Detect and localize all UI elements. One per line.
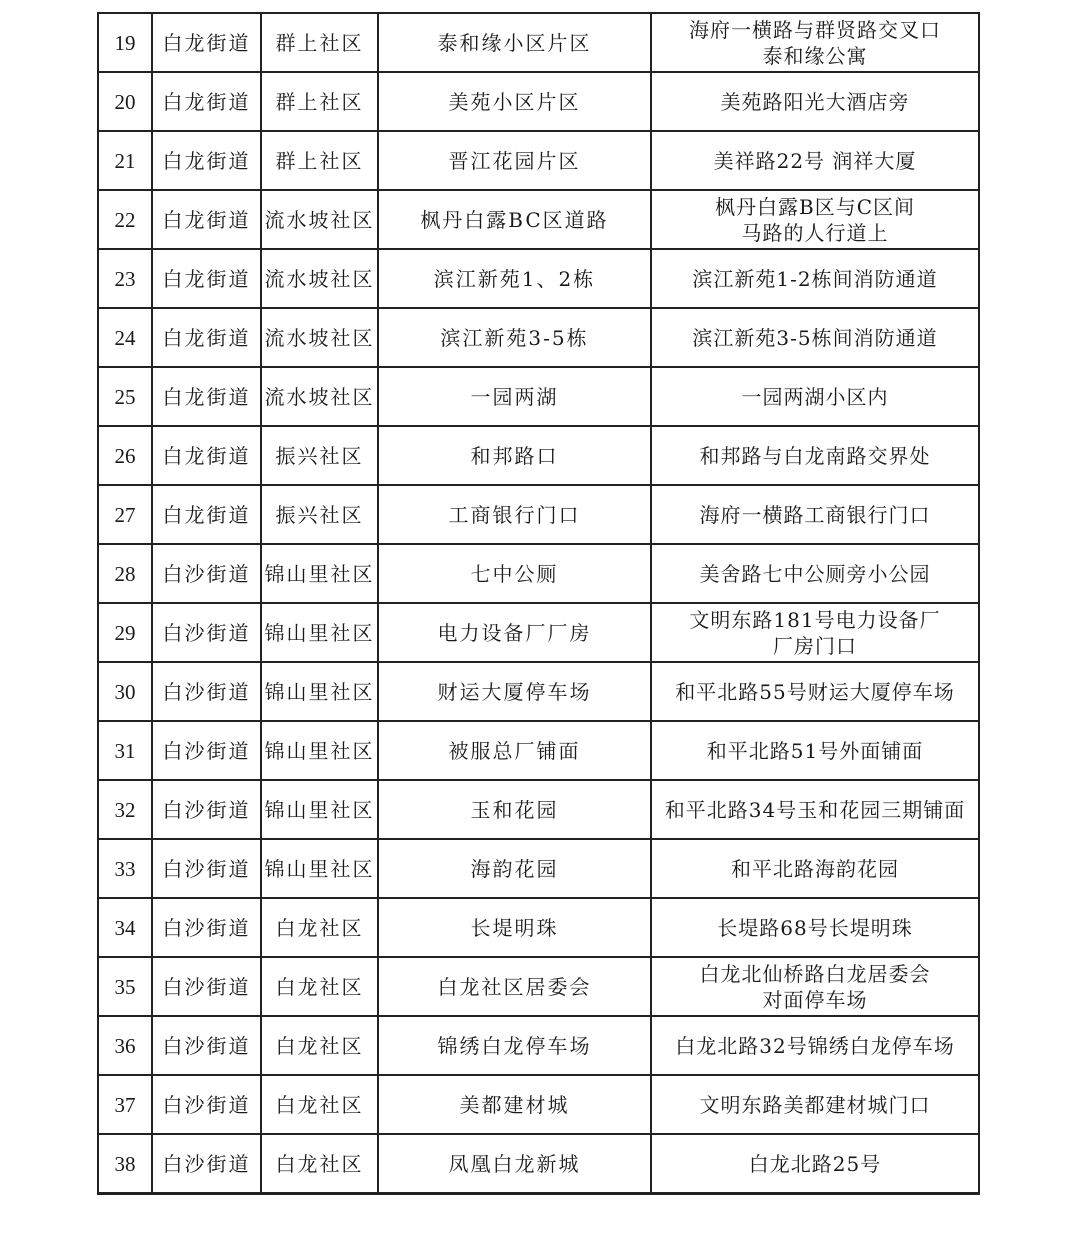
table-row bbox=[98, 13, 979, 72]
table-row bbox=[98, 1016, 979, 1075]
row-number: 27 bbox=[98, 485, 152, 544]
site-cell: 财运大厦停车场 bbox=[378, 662, 651, 721]
row-number: 20 bbox=[98, 72, 152, 131]
community-cell: 白龙社区 bbox=[261, 1075, 378, 1134]
address-cell: 枫丹白露B区与C区间 马路的人行道上 bbox=[651, 190, 979, 249]
address-cell: 文明东路美都建材城门口 bbox=[651, 1075, 979, 1134]
row-number: 21 bbox=[98, 131, 152, 190]
address-cell: 文明东路181号电力设备厂 厂房门口 bbox=[651, 603, 979, 662]
table-row bbox=[98, 957, 979, 1016]
community-cell: 白龙社区 bbox=[261, 1016, 378, 1075]
street-cell: 白龙街道 bbox=[152, 72, 261, 131]
table-row bbox=[98, 780, 979, 839]
row-number: 31 bbox=[98, 721, 152, 780]
table-row bbox=[98, 1075, 979, 1134]
street-cell: 白沙街道 bbox=[152, 839, 261, 898]
community-cell: 振兴社区 bbox=[261, 426, 378, 485]
community-cell: 锦山里社区 bbox=[261, 544, 378, 603]
site-cell: 白龙社区居委会 bbox=[378, 957, 651, 1016]
site-cell: 滨江新苑1、2栋 bbox=[378, 249, 651, 308]
table-row bbox=[98, 308, 979, 367]
address-cell: 长堤路68号长堤明珠 bbox=[651, 898, 979, 957]
street-cell: 白龙街道 bbox=[152, 13, 261, 72]
row-number: 30 bbox=[98, 662, 152, 721]
address-cell: 美苑路阳光大酒店旁 bbox=[651, 72, 979, 131]
community-cell: 锦山里社区 bbox=[261, 780, 378, 839]
community-cell: 锦山里社区 bbox=[261, 603, 378, 662]
site-cell: 海韵花园 bbox=[378, 839, 651, 898]
table-row bbox=[98, 839, 979, 898]
site-cell: 滨江新苑3-5栋 bbox=[378, 308, 651, 367]
row-number: 28 bbox=[98, 544, 152, 603]
site-list-table bbox=[97, 12, 980, 1195]
address-cell: 和平北路55号财运大厦停车场 bbox=[651, 662, 979, 721]
community-cell: 流水坡社区 bbox=[261, 308, 378, 367]
street-cell: 白龙街道 bbox=[152, 308, 261, 367]
table-row bbox=[98, 426, 979, 485]
community-cell: 白龙社区 bbox=[261, 1134, 378, 1194]
site-cell: 被服总厂铺面 bbox=[378, 721, 651, 780]
site-cell: 泰和缘小区片区 bbox=[378, 13, 651, 72]
street-cell: 白沙街道 bbox=[152, 898, 261, 957]
street-cell: 白沙街道 bbox=[152, 544, 261, 603]
street-cell: 白龙街道 bbox=[152, 131, 261, 190]
site-cell: 长堤明珠 bbox=[378, 898, 651, 957]
row-number: 35 bbox=[98, 957, 152, 1016]
street-cell: 白沙街道 bbox=[152, 957, 261, 1016]
table-row bbox=[98, 1134, 979, 1194]
site-cell: 一园两湖 bbox=[378, 367, 651, 426]
row-number: 24 bbox=[98, 308, 152, 367]
community-cell: 锦山里社区 bbox=[261, 839, 378, 898]
address-cell: 白龙北路25号 bbox=[651, 1134, 979, 1194]
street-cell: 白沙街道 bbox=[152, 1075, 261, 1134]
site-cell: 美苑小区片区 bbox=[378, 72, 651, 131]
community-cell: 群上社区 bbox=[261, 131, 378, 190]
table-row bbox=[98, 603, 979, 662]
table-row bbox=[98, 898, 979, 957]
address-cell: 和邦路与白龙南路交界处 bbox=[651, 426, 979, 485]
table-row bbox=[98, 721, 979, 780]
row-number: 29 bbox=[98, 603, 152, 662]
address-cell: 一园两湖小区内 bbox=[651, 367, 979, 426]
address-cell: 和平北路34号玉和花园三期铺面 bbox=[651, 780, 979, 839]
street-cell: 白沙街道 bbox=[152, 603, 261, 662]
address-cell: 美祥路22号 润祥大厦 bbox=[651, 131, 979, 190]
address-cell: 美舍路七中公厕旁小公园 bbox=[651, 544, 979, 603]
address-cell: 滨江新苑1-2栋间消防通道 bbox=[651, 249, 979, 308]
row-number: 19 bbox=[98, 13, 152, 72]
address-cell: 白龙北路32号锦绣白龙停车场 bbox=[651, 1016, 979, 1075]
row-number: 34 bbox=[98, 898, 152, 957]
street-cell: 白龙街道 bbox=[152, 426, 261, 485]
street-cell: 白沙街道 bbox=[152, 1016, 261, 1075]
row-number: 38 bbox=[98, 1134, 152, 1194]
community-cell: 锦山里社区 bbox=[261, 721, 378, 780]
street-cell: 白龙街道 bbox=[152, 190, 261, 249]
site-cell: 电力设备厂厂房 bbox=[378, 603, 651, 662]
row-number: 33 bbox=[98, 839, 152, 898]
table-row bbox=[98, 544, 979, 603]
street-cell: 白沙街道 bbox=[152, 721, 261, 780]
address-cell: 滨江新苑3-5栋间消防通道 bbox=[651, 308, 979, 367]
table-row bbox=[98, 249, 979, 308]
community-cell: 锦山里社区 bbox=[261, 662, 378, 721]
site-cell: 晋江花园片区 bbox=[378, 131, 651, 190]
street-cell: 白龙街道 bbox=[152, 367, 261, 426]
table-row bbox=[98, 485, 979, 544]
street-cell: 白龙街道 bbox=[152, 485, 261, 544]
table-body bbox=[98, 13, 979, 1194]
community-cell: 振兴社区 bbox=[261, 485, 378, 544]
community-cell: 流水坡社区 bbox=[261, 367, 378, 426]
address-cell: 海府一横路与群贤路交叉口 泰和缘公寓 bbox=[651, 13, 979, 72]
community-cell: 白龙社区 bbox=[261, 957, 378, 1016]
table-row bbox=[98, 662, 979, 721]
table-row bbox=[98, 190, 979, 249]
address-cell: 白龙北仙桥路白龙居委会 对面停车场 bbox=[651, 957, 979, 1016]
table-row bbox=[98, 131, 979, 190]
site-cell: 工商银行门口 bbox=[378, 485, 651, 544]
address-cell: 和平北路海韵花园 bbox=[651, 839, 979, 898]
site-cell: 枫丹白露BC区道路 bbox=[378, 190, 651, 249]
table-row bbox=[98, 72, 979, 131]
community-cell: 流水坡社区 bbox=[261, 249, 378, 308]
street-cell: 白沙街道 bbox=[152, 780, 261, 839]
community-cell: 群上社区 bbox=[261, 13, 378, 72]
community-cell: 群上社区 bbox=[261, 72, 378, 131]
site-cell: 七中公厕 bbox=[378, 544, 651, 603]
site-cell: 美都建材城 bbox=[378, 1075, 651, 1134]
row-number: 23 bbox=[98, 249, 152, 308]
site-cell: 凤凰白龙新城 bbox=[378, 1134, 651, 1194]
table-row bbox=[98, 367, 979, 426]
street-cell: 白沙街道 bbox=[152, 1134, 261, 1194]
row-number: 26 bbox=[98, 426, 152, 485]
address-cell: 海府一横路工商银行门口 bbox=[651, 485, 979, 544]
community-cell: 白龙社区 bbox=[261, 898, 378, 957]
row-number: 22 bbox=[98, 190, 152, 249]
row-number: 32 bbox=[98, 780, 152, 839]
address-cell: 和平北路51号外面铺面 bbox=[651, 721, 979, 780]
site-cell: 玉和花园 bbox=[378, 780, 651, 839]
site-cell: 锦绣白龙停车场 bbox=[378, 1016, 651, 1075]
street-cell: 白沙街道 bbox=[152, 662, 261, 721]
row-number: 25 bbox=[98, 367, 152, 426]
community-cell: 流水坡社区 bbox=[261, 190, 378, 249]
street-cell: 白龙街道 bbox=[152, 249, 261, 308]
row-number: 37 bbox=[98, 1075, 152, 1134]
site-cell: 和邦路口 bbox=[378, 426, 651, 485]
row-number: 36 bbox=[98, 1016, 152, 1075]
